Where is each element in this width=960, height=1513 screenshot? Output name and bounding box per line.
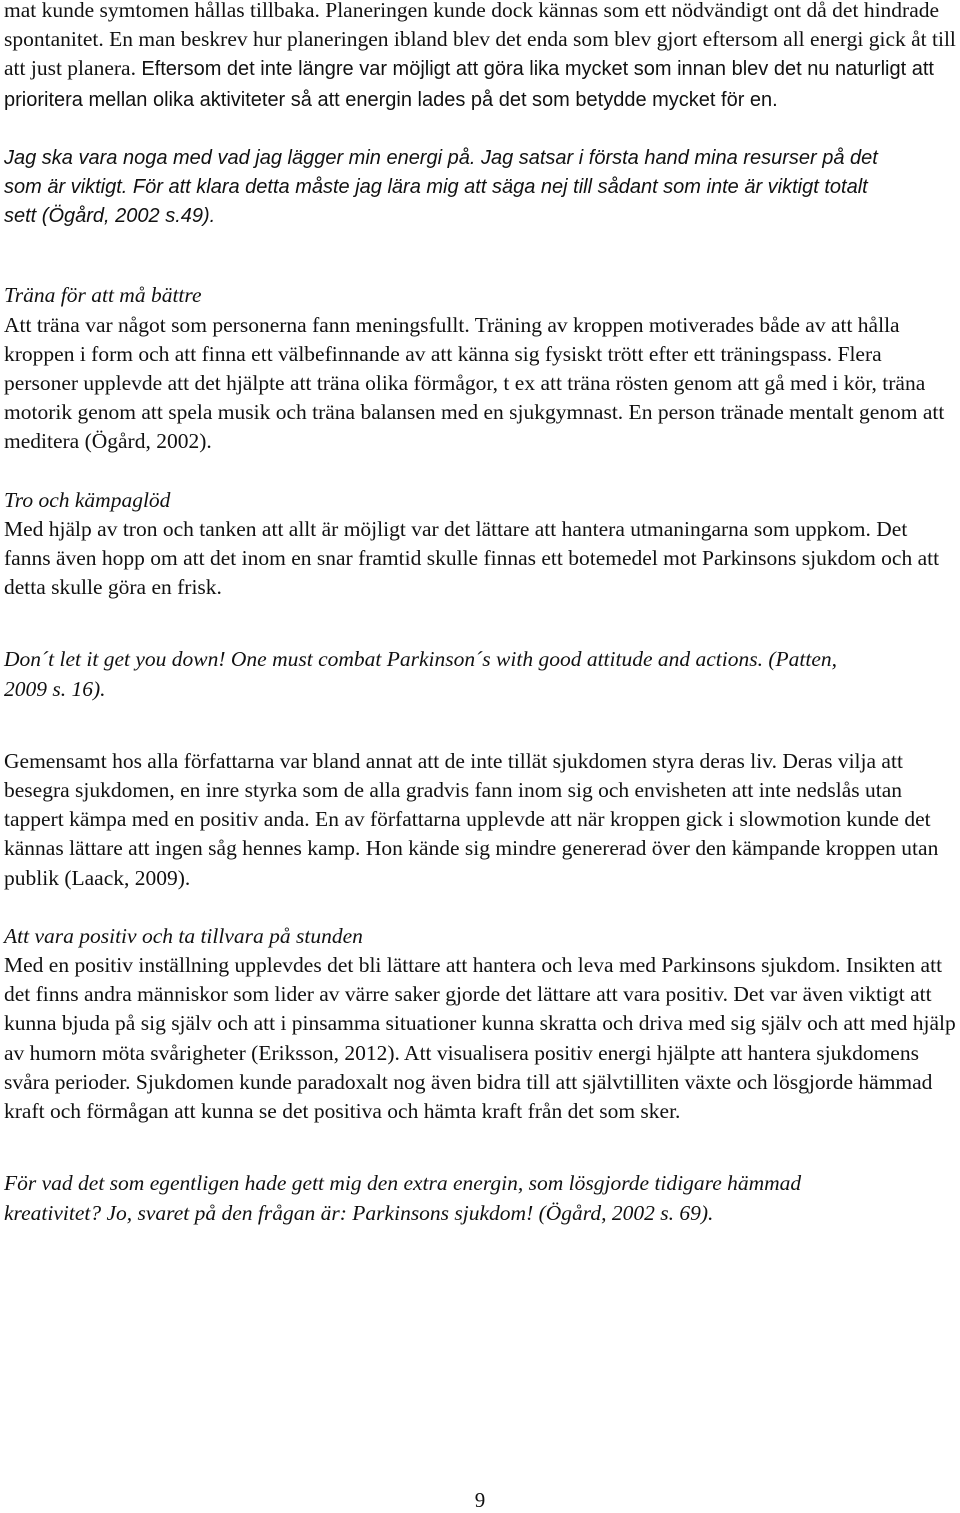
paragraph-positive: Med en positiv inställning upplevdes det bli lättare att hantera och leva med Parkinsons sjukdom. Insikten att det finns andra människor som lider av värre saker gjorde det lättare att vara positiv. Det var även viktigt att kunna bjuda på sig själv och att i pinsamma situationer kunna skratta och driva med sig själv och att med hjälp av humorn möta svårigheter (Eriksson, 2012). Att visualisera positiv energi hjälpte att hantera sjukdomens svåra perioder. Sjukdomen kunde paradoxalt nog även bidra till att självtilliten växte och lösgjorde hämmad kraft och förmågan att kunna se det positiva och hämta kraft från det som sker. [4,953,956,1124]
paragraph-faith: Med hjälp av tron och tanken att allt är möjligt var det lättare att hantera utmaningarna som uppkom. Det fanns även hopp om att det inom en snar framtid skulle finnas ett botemedel mot Parkinsons sjukdom och att detta skulle göra en frisk. [4,516,940,600]
paragraph-common: Gemensamt hos alla författarna var bland annat att de inte tillät sjukdomen styra deras liv. Deras vilja att besegra sjukdomen, en inre styrka som de alla gradvis fann inom sig och envisheten att inte nedslås utan tappert kämpa med en positiv anda. En av författarna upplevde att när kroppen gick i slowmotion kunde det kännas lättare att ingen såg hennes kamp. Hon kände sig mindre genererad över den kämpande kroppen utan publik (Laack, 2009). [4,748,939,890]
heading-positive: Att vara positiv och ta tillvara på stunden [4,923,363,948]
quote-ogard-creativity: För vad det som egentligen hade gett mig den extra energin, som lösgjorde tidigare hämmad kreativitet? Jo, svaret på den frågan är: Parkinsons sjukdom! (Ögård, 2002 s. 69). [4,1171,802,1225]
page-number: 9 [474,1488,486,1512]
paragraph-train: Att träna var något som personerna fann meningsfullt. Träning av kroppen motiverades både av att hålla kroppen i form och att finna ett välbefinnande av att känna sig fysiskt trött efter ett träningspass. Flera personer upplevde att det hjälpte att träna olika förmågor, t ex att träna rösten genom att gå med i kör, träna motorik genom att spela musik och träna balansen med en sjukgymnast. En person tränade mentalt genom att meditera (Ögård, 2002). [4,312,945,454]
document-page [4,0,956,1228]
paragraph-priority-text: Eftersom det inte längre var möjligt att göra lika mycket som innan blev det nu naturligt att prioritera mellan olika aktiviteter så att energin lades på det som betydde mycket för en. [4,58,934,111]
paragraph-planning-text: mat kunde symtomen hållas tillbaka. Planeringen kunde dock kännas som ett nödvändigt ont då det hindrade spontanitet. En man beskrev hur planeringen ibland blev det enda som blev gjort eftersom all energi gick åt till att just planera. [4,0,956,81]
paragraph-planning [4,0,956,115]
heading-faith: Tro och kämpaglöd [4,487,171,512]
quote-patten: Don´t let it get you down! One must combat Parkinson´s with good attitude and actions. (Patten, 2009 s. 16). [4,647,838,701]
quote-ogard-energy: Jag ska vara noga med vad jag lägger min energi på. Jag satsar i första hand mina resurser på det som är viktigt. För att klara detta måste jag lära mig att säga nej till sådant som inte är viktigt totalt sett (Ögård, 2002 s.49). [4,146,878,228]
heading-train: Träna för att må bättre [4,283,202,308]
